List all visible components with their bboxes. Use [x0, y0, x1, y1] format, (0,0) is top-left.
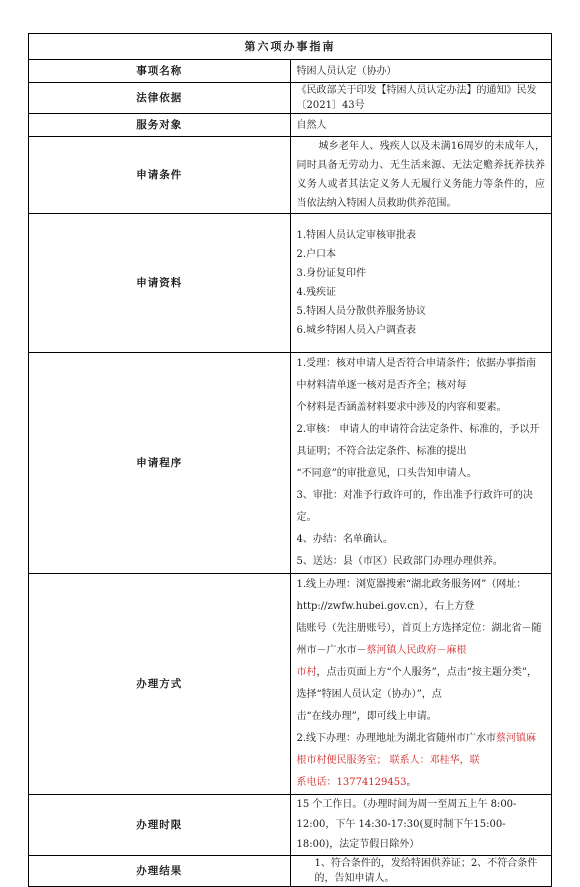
row-procedure [29, 353, 552, 574]
material-item: 1.特困人员认定审核审批表 [296, 230, 417, 241]
procedure-line: “不同意”的审批意见，口头告知申请人。 [296, 468, 477, 479]
material-item: 6.城乡特困人员入户调查表 [296, 325, 417, 336]
offline-text: 2.线下办理：办理地址为湖北省随州市广水市 [296, 733, 497, 744]
offline-line [297, 728, 546, 772]
online-text: 1.线上办理：浏览器搜索“湖北政务服务网”（网址：http://zwfw.hubei.gov.cn），右上方登 [296, 579, 527, 612]
material-item: 3.身份证复印件 [296, 268, 367, 279]
online-line [297, 618, 546, 662]
label-legal-basis: 法律依据 [29, 83, 291, 114]
row-materials [29, 214, 552, 353]
time-limit-text: 15 个工作日。（办理时间为周一至周五上午 8:00-12:00，下午 14:30-17:30(夏时制下午15:00-18:00)，法定节假日除外） [296, 799, 517, 850]
row-legal-basis [29, 83, 552, 114]
online-location-text: 市村 [296, 667, 317, 678]
service-guide-table [28, 33, 552, 887]
offline-contact-text: 系电话：13774129453 [296, 777, 407, 788]
value-result: 1、符合条件的，发给特困供养证；2、不符合条件的，告知申请人。 [290, 856, 552, 887]
material-item: 5.特困人员分散供养服务协议 [296, 306, 427, 317]
label-conditions: 申请条件 [29, 137, 291, 214]
label-method: 办理方式 [29, 574, 291, 795]
online-text: 击“在线办理”，即可线上申请。 [296, 711, 437, 722]
online-location-text: 蔡河镇人民政府－麻根 [366, 645, 467, 656]
label-procedure: 申请程序 [29, 353, 291, 574]
offline-text: 。 [406, 777, 417, 788]
label-item-name: 事项名称 [29, 60, 291, 83]
value-conditions [290, 137, 552, 214]
label-service-target: 服务对象 [29, 114, 291, 137]
online-text: ，点击页面上方“个人服务”，点击“按主题分类”，选择“特困人员认定（协办）”，点 [296, 667, 537, 700]
row-conditions [29, 137, 552, 214]
conditions-text: 城乡老年人、残疾人以及未满16周岁的未成年人，同时具备无劳动力、无生活来源、无法定赡养抚养扶养义务人或者其法定义务人无履行义务能力等条件的，应当依法纳入特困人员救助供养范围。 [296, 141, 545, 209]
offline-contact-text: 蔡河镇麻根市村便民服务室； 联系人：邓桂华，联 [296, 733, 537, 766]
value-time-limit [290, 795, 552, 856]
row-service-target [29, 114, 552, 137]
guide-title: 第六项办事指南 [29, 34, 552, 60]
procedure-line: 3、审批：对准予行政许可的，作出准予行政许可的决定。 [296, 490, 533, 523]
value-item-name: 特困人员认定（协办） [290, 60, 552, 83]
value-legal-basis: 《民政部关于印发【特困人员认定办法】的通知》民发〔2021〕43号 [290, 83, 552, 114]
label-materials: 申请资料 [29, 214, 291, 353]
value-procedure [290, 353, 552, 574]
row-result [29, 856, 552, 887]
material-item: 4.残疾证 [296, 287, 337, 298]
procedure-line: 5、送达：县（市区）民政部门办理办理供养。 [296, 556, 503, 567]
offline-line [297, 772, 546, 794]
online-line [297, 574, 546, 618]
row-time-limit [29, 795, 552, 856]
procedure-line: 2.审核： 申请人的申请符合法定条件、标准的，予以开具证明；不符合法定条件、标准的提出 [296, 424, 540, 457]
online-text: 陆账号（先注册账号），首页上方选择定位：湖北省－随州市－广水市－ [296, 623, 542, 656]
value-service-target: 自然人 [290, 114, 552, 137]
value-method [290, 574, 552, 795]
online-line [297, 706, 546, 728]
row-item-name [29, 60, 552, 83]
online-line [297, 662, 546, 706]
value-materials [290, 214, 552, 353]
row-method [29, 574, 552, 795]
label-time-limit: 办理时限 [29, 795, 291, 856]
procedure-line: 1.受理：核对申请人是否符合申请条件；依据办事指南中材料清单逐一核对是否齐全；核对每 [296, 358, 537, 391]
material-item: 2.户口本 [296, 249, 337, 260]
procedure-line: 个材料是否涵盖材料要求中涉及的内容和要素。 [296, 402, 507, 413]
procedure-line: 4、办结：名单确认。 [296, 534, 393, 545]
label-result: 办理结果 [29, 856, 291, 887]
